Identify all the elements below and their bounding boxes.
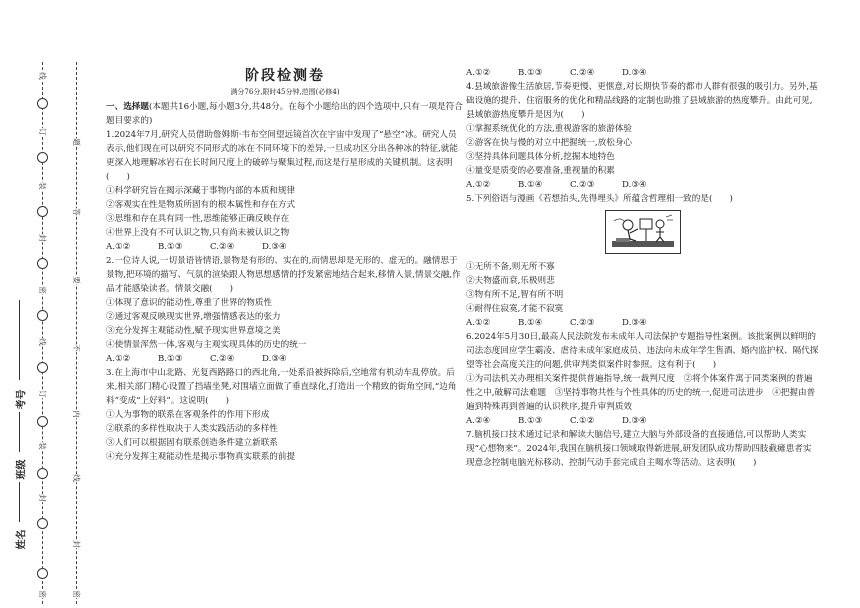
binding-char: 答 (71, 208, 81, 216)
q2-choices (106, 352, 464, 366)
q6-choices (466, 414, 820, 428)
binding-hole (37, 206, 48, 217)
choice-c[interactable]: C.②④ (210, 242, 235, 252)
choice-b[interactable]: B.①④ (518, 318, 543, 328)
q4-item: ①掌握系统优化的方法,重视游客的旅游体验 (466, 124, 633, 134)
binding-hole (37, 416, 48, 427)
binding-char: 装 (37, 442, 47, 450)
choice-b[interactable]: B.①③ (518, 68, 543, 78)
q2-item: ③充分发挥主观能动性,赋予现实世界意境之美 (106, 326, 281, 336)
q3-item: ②联系的多样性取决于人类实践活动的多样性 (106, 424, 278, 434)
choice-b[interactable]: B.①③ (158, 354, 183, 364)
q3-item: ④充分发挥主观能动性是揭示事物真实联系的前提 (106, 452, 296, 462)
section-title: 一、选择题 (106, 102, 149, 112)
choice-c[interactable]: C.②③ (570, 318, 595, 328)
page-title: 阶段检测卷 (245, 68, 325, 84)
choice-d[interactable]: D.③④ (622, 180, 647, 190)
choice-c[interactable]: C.②③ (570, 180, 595, 190)
binding-char: 封 (37, 234, 47, 242)
q2-item: ②通过客观反映现实世界,增强情感表达的张力 (106, 312, 281, 322)
q5-stem: 5.下列俗语与漫画《若想抬头,先得埋头》所蕴含哲理相一致的是( ) (466, 194, 733, 204)
binding-char: 封 (37, 494, 47, 502)
q7-stem: 7.脑机接口技术通过记录和解读大脑信号,建立大脑与外部设备的直接通信,可以帮助人类实现“心想物来”。2024年,我国在脑机接口领域取得新进展,研发团队成功帮助四肢截瘫患者实现意念控制电脑光标移动、控制气动手套完成自主喝水等活动。这表明( ) (466, 430, 812, 468)
binding-hole (37, 468, 48, 479)
cartoon-drawing-icon (606, 211, 680, 253)
choice-a[interactable]: A.②④ (466, 416, 491, 426)
choice-a[interactable]: A.①② (106, 242, 131, 252)
name-line (19, 482, 20, 522)
binding-char: 要 (71, 276, 81, 284)
choice-c[interactable]: C.②④ (210, 354, 235, 364)
q4-item: ③坚持具体问题具体分析,挖掘本地特色 (466, 152, 615, 162)
binding-strip (0, 0, 95, 608)
binding-char: 内 (71, 410, 81, 418)
binding-char: 线 (37, 72, 47, 80)
binding-char: 密 (37, 286, 47, 294)
left-column (106, 62, 464, 464)
q4-choices (466, 178, 820, 192)
choice-b[interactable]: B.①③ (518, 416, 543, 426)
q4-stem: 4.县域旅游像生活旅居,节奏更慢、更惬意,对长期快节奏的都市人群有很强的吸引力。另外,基础设施的提升、住宿服务的优化和精品线路的定制也助推了县域旅游的热度攀升。由此可见,县域旅游热度攀升是因为( ) (466, 82, 818, 120)
binding-char: 装 (37, 182, 47, 190)
choice-d[interactable]: D.③④ (622, 68, 647, 78)
cartoon-illustration (605, 210, 681, 254)
choice-b[interactable]: B.①④ (518, 180, 543, 190)
q5-item: ③物有所不足,智有所不明 (466, 290, 564, 300)
choice-d[interactable]: D.③④ (262, 242, 287, 252)
q2-item: ①体现了意识的能动性,尊重了世界的物质性 (106, 298, 273, 308)
right-column (466, 66, 820, 470)
choice-b[interactable]: B.①③ (158, 242, 183, 252)
choice-a[interactable]: A.①② (106, 354, 131, 364)
name-label: 姓名 (16, 529, 28, 550)
q3-item: ①人为事物的联系在客观条件的作用下形成 (106, 410, 270, 420)
binding-hole (37, 258, 48, 269)
q3-item: ③人们可以根据固有联系创造条件建立新联系 (106, 438, 278, 448)
class-label: 班级 (16, 459, 28, 480)
q2-item: ④使情景浑然一体,客观与主观实现具体的历史的统一 (106, 340, 307, 350)
choice-a[interactable]: A.①② (466, 318, 491, 328)
binding-char: 密 (71, 590, 81, 598)
choice-d[interactable]: D.③④ (262, 354, 287, 364)
section-heading (106, 100, 464, 128)
binding-hole (37, 152, 48, 163)
q1-stem: 1.2024年7月,研究人员借助詹姆斯·韦布空间望远镜首次在宇宙中发现了“悬空”冰。研究人员表示,他们现在可以研究不同形式的冰在不同环境下的差异,一旦成功区分出各种冰的特征,就能更深入地理解冰岩石在长时间尺度上的破碎与聚集过程,而这是行星形成的关键机制。这表明( ) (106, 130, 458, 182)
q6-stem: 6.2024年5月30日,最高人民法院发布未成年人司法保护专题指导性案例。该批案例以鲜明的司法态度回应学生霸凌、虐待未成年家庭成员、违法向未成年学生售酒、婚内监护权、隔代探望等社会高度关注的问题,供审判类似案件时参照。这有利于( ) (466, 332, 819, 370)
q1-item: ②客观实在性是物质所固有的根本属性和存在方式 (106, 200, 296, 210)
q1-item: ①科学研究旨在揭示深藏于事物内部的本质和规律 (106, 186, 296, 196)
choice-d[interactable]: D.③④ (622, 416, 647, 426)
choice-d[interactable]: D.③④ (622, 318, 647, 328)
binding-hole (37, 362, 48, 373)
binding-char: 线 (71, 474, 81, 482)
binding-char: 不 (71, 344, 81, 352)
page-subtitle: 满分76分,限时45分钟,范围(必修4) (230, 88, 340, 96)
binding-hole (37, 310, 48, 321)
q1-choices (106, 240, 464, 254)
binding-hole (37, 518, 48, 529)
exam-number-label: 考号 (16, 389, 28, 410)
binding-char: 线 (37, 338, 47, 346)
q4-item: ④量变是质变的必要准备,重视量的积累 (466, 166, 615, 176)
q4-item: ②游客在快与慢的对立中把握统一,放松身心 (466, 138, 633, 148)
q3-stem: 3.在上海市中山北路、光复西路路口的西北角,一处系沿被拆除后,空地常有机动车乱停放。后来,相关部门精心设置了挡墙坐凳,对围墙立面做了垂直绿化,打造出一个精致的街角空间,“边角料”变成“上好料”。这说明( ) (106, 368, 457, 406)
binding-char: 订 (37, 128, 47, 136)
q5-item: ①无所不备,则无所不寡 (466, 262, 555, 272)
binding-hole (37, 568, 48, 579)
binding-char: 题 (71, 138, 81, 146)
choice-a[interactable]: A.①② (466, 180, 491, 190)
q3-choices (466, 66, 820, 80)
q1-item: ③思维和存在具有同一性,思维能够正确反映存在 (106, 214, 290, 224)
choice-c[interactable]: C.②④ (570, 68, 595, 78)
section-instruction: (本题共16小题,每小题3分,共48分。在每个小题给出的四个选项中,只有一项是符合题目要求的) (106, 102, 463, 126)
exam-number-line (19, 300, 20, 380)
binding-char: 订 (37, 390, 47, 398)
q5-item: ④耐得住寂寞,才能不寂寞 (466, 304, 564, 314)
class-line (19, 412, 20, 452)
q6-items: ①为司法机关办理相关案件提供普遍指导,统一裁判尺度 ②将个体案件寓于同类案例的普遍性之中,破解司法难题 ③坚持事物共性与个性具体的历史的统一,促进司法进步 ④把握由普遍到特殊再到普遍的认识秩序,提升审判质效 (466, 374, 816, 412)
q2-stem: 2.一位诗人说,一切景语皆情语,景物是有形的、实在的,而情思却是无形的、虚无的。融情思于景物,把环境的描写、气氛的渲染跟人物思想感情的抒发紧密地结合起来,移情入景,情景交融,作品才能感染读者。情景交融( ) (106, 256, 461, 294)
binding-char: 密 (37, 590, 47, 598)
choice-c[interactable]: C.①② (570, 416, 595, 426)
binding-char: 封 (71, 540, 81, 548)
choice-a[interactable]: A.①② (466, 68, 491, 78)
q5-item: ②夫物盛而衰,乐极则悲 (466, 276, 555, 286)
binding-hole (37, 98, 48, 109)
q5-choices (466, 316, 820, 330)
q1-item: ④世界上没有不可认识之物,只有尚未被认识之物 (106, 228, 290, 238)
